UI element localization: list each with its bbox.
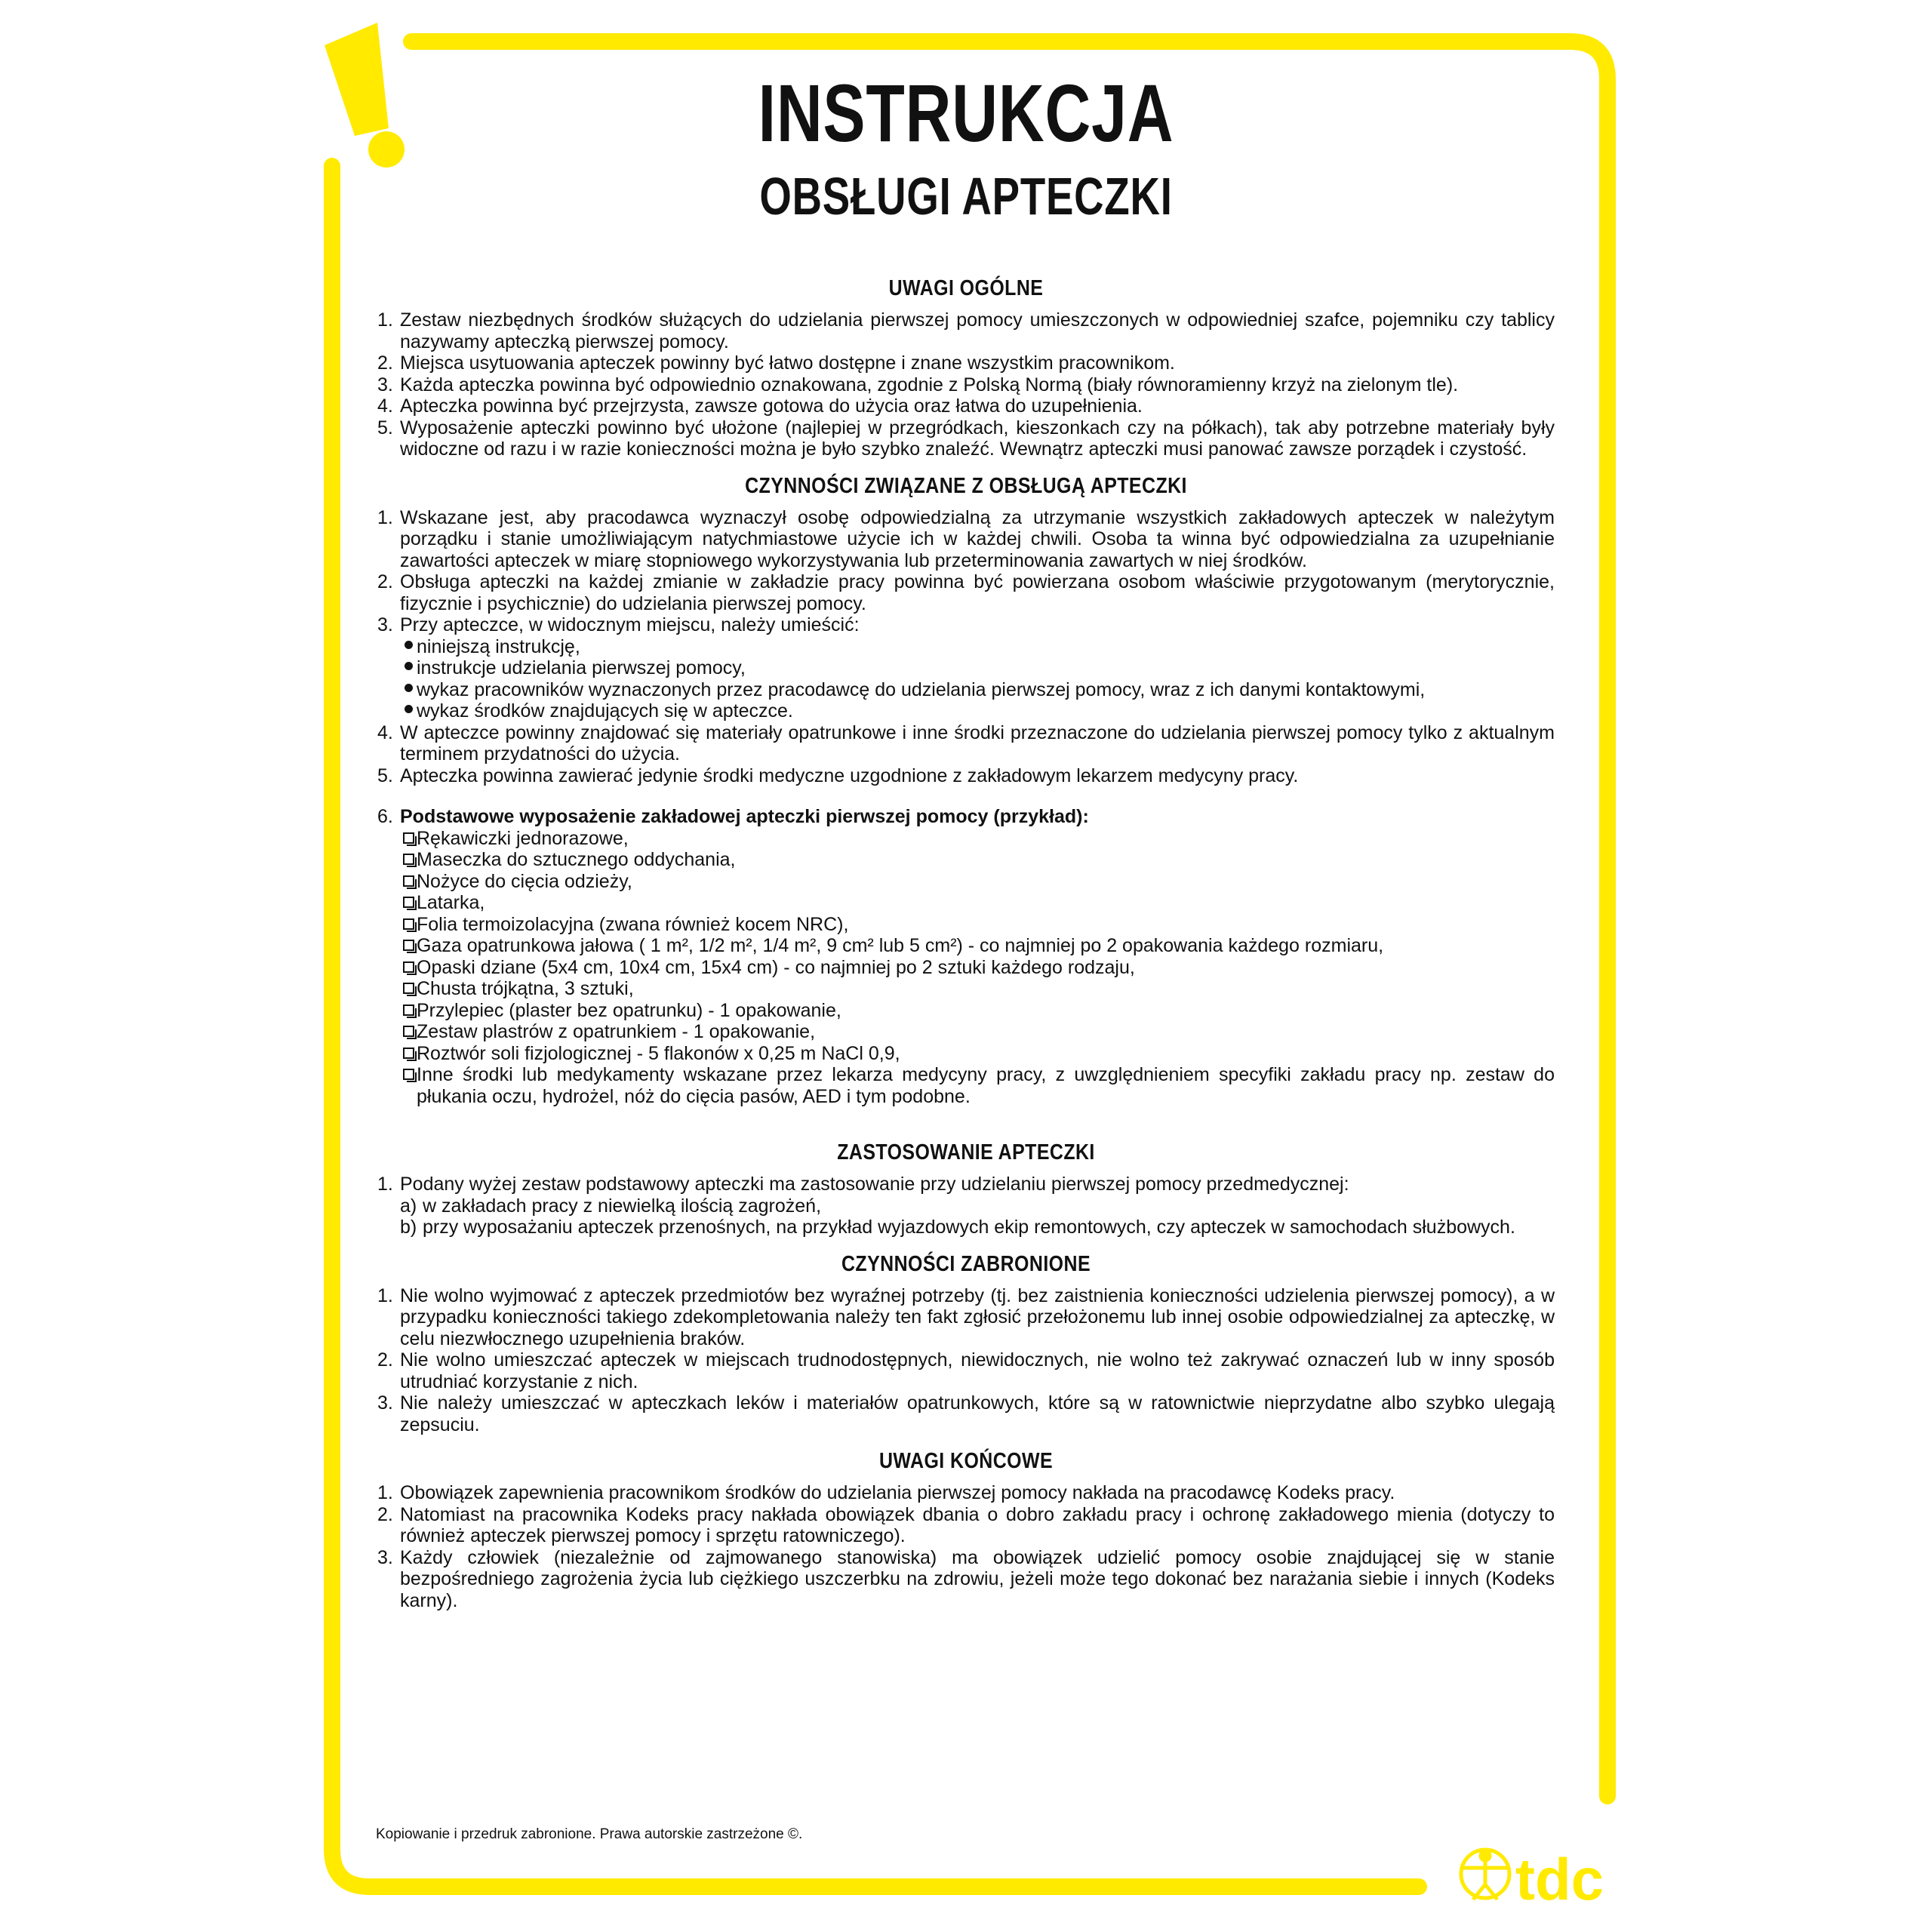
page-title: INSTRUKCJA (758, 67, 1174, 158)
checklist-item: Nożyce do cięcia odzieży, (400, 871, 1555, 893)
checklist-item: Przylepiec (plaster bez opatrunku) - 1 opakowanie, (400, 1000, 1555, 1022)
equipment-list-title: Podstawowe wyposażenie zakładowej apteczki pierwszej pomocy (przykład): (400, 806, 1089, 827)
checkbox-icon (403, 1048, 414, 1059)
final-list (377, 1482, 1555, 1611)
list-item: 2. Natomiast na pracownika Kodeks pracy nakłada obowiązek dbania o dobro zakładu pracy i ochronę zakładowego mienia (dotyczy to również apteczek pierwszej pomocy i sprzętu ratowniczego). (377, 1503, 1555, 1546)
list-item: 2. Miejsca usytuowania apteczek powinny być łatwo dostępne i znane wszystkim pracownikom. (377, 352, 1175, 374)
section-heading-final: UWAGI KOŃCOWE (878, 1449, 1054, 1473)
list-item: 3. Nie należy umieszczać w apteczkach leków i materiałów opatrunkowych, które są w ratownictwie nieprzydatne albo szybko ulegają zepsuciu. (377, 1392, 1555, 1435)
page-subtitle: OBSŁUGI APTECZKI (759, 167, 1173, 226)
tdc-logo (1457, 1838, 1607, 1907)
sub-item: b) przy wyposażaniu apteczek przenośnych, na przykład wyjazdowych ekip remontowych, czy apteczek w samochodach służbowych. (400, 1217, 1515, 1238)
checklist-item: Inne środki lub medykamenty wskazane przez lekarza medycyny pracy, z uwzględnieniem specyfiki zakładu pracy np. zestaw do płukania oczu, hydrożel, nóż do cięcia pasów, AED i tym podobne. (400, 1064, 1555, 1107)
bullet-item: niniejszą instrukcję, (400, 636, 1555, 658)
section-heading-usage: ZASTOSOWANIE APTECZKI (837, 1140, 1095, 1164)
list-item: 1. Podany wyżej zestaw podstawowy apteczki ma zastosowanie przy udzielaniu pierwszej pomocy przedmedycznej: (377, 1174, 1349, 1195)
list-item: 3. Przy apteczce, w widocznym miejscu, należy umieścić: (377, 614, 860, 635)
operations-list (377, 507, 1555, 1108)
list-item: 1. Zestaw niezbędnych środków służących do udzielania pierwszej pomocy umieszczonych w odpowiedniej szafce, pojemniku czy tablicy nazywamy apteczką pierwszej pomocy. (377, 309, 1555, 352)
bullet-icon (405, 705, 413, 713)
bullet-icon (405, 641, 413, 649)
list-item: 1. Nie wolno wyjmować z apteczek przedmiotów bez wyraźnej potrzeby (tj. bez zaistnienia konieczności udzielenia pierwszej pomocy), a w przypadku konieczności takiego zdekompletowania należy ten fakt zgłosić przełożonemu lub innej osobie odpowiedzialnej za apteczkę, w celu niezwłocznego uzupełnienia braków. (377, 1284, 1555, 1349)
tdc-brand-text: tdc (1515, 1846, 1604, 1907)
bullet-item: instrukcje udzielania pierwszej pomocy, (400, 657, 1555, 679)
copyright-notice: Kopiowanie i przedruk zabronione. Prawa autorskie zastrzeżone ©. (376, 1826, 803, 1842)
checkbox-icon (403, 983, 414, 994)
bullet-item: wykaz pracowników wyznaczonych przez pracodawcę do udzielania pierwszej pomocy, wraz z ich danymi kontaktowymi, (400, 679, 1555, 701)
vitruvian-man-icon (1461, 1850, 1509, 1900)
list-item: 2. Obsługa apteczki na każdej zmianie w zakładzie pracy powinna być powierzana osobom właściwie przygotowanym (merytorycznie, fizycznie i psychicznie) do udzielania pierwszej pomocy. (377, 571, 1555, 614)
checklist-item: Rękawiczki jednorazowe, (400, 828, 1555, 850)
bullet-icon (405, 684, 413, 692)
list-item: 6. Podstawowe wyposażenie zakładowej apteczki pierwszej pomocy (przykład): (377, 806, 1555, 828)
checkbox-icon (403, 1069, 414, 1080)
list-item: 3. Każda apteczka powinna być odpowiednio oznakowana, zgodnie z Polską Normą (biały równoramienny krzyż na zielonym tle). (377, 374, 1459, 395)
bullet-icon (405, 662, 413, 670)
list-item: 3. Każdy człowiek (niezależnie od zajmowanego stanowiska) ma obowiązek udzielić pomocy osobie znajdującej się w stanie bezpośredniego zagrożenia życia lub ciężkiego uszczerbku na zdrowiu, jeżeli może tego dokonać bez narażania siebie i innych (Kodeks karny). (377, 1546, 1555, 1611)
checkbox-icon (403, 961, 414, 973)
checklist-item: Maseczka do sztucznego oddychania, (400, 849, 1555, 871)
list-item: 4. W apteczce powinny znajdować się materiały opatrunkowe i inne środki przeznaczone do udzielania pierwszej pomocy tylko z aktualnym terminem przydatności do użycia. (377, 721, 1555, 764)
checklist-item: Folia termoizolacyjna (zwana również kocem NRC), (400, 914, 1555, 936)
checklist-item: Opaski dziane (5x4 cm, 10x4 cm, 15x4 cm) - co najmniej po 2 sztuki każdego rodzaju, (400, 957, 1555, 979)
list-item: 2. Nie wolno umieszczać apteczek w miejscach trudnodostępnych, niewidocznych, nie wolno też zakrywać oznaczeń lub w inny sposób utrudniać korzystanie z nich. (377, 1349, 1555, 1392)
list-item: 5. Wyposażenie apteczki powinno być ułożone (najlepiej w przegródkach, kieszonkach czy na półkach), tak aby potrzebne materiały były widoczne od razu i w razie konieczności można je było szybko znaleźć. Wewnątrz apteczki musi panować zawsze porządek i czystość. (377, 417, 1555, 460)
checkbox-icon (403, 854, 414, 865)
checklist-item: Latarka, (400, 892, 1555, 914)
checkbox-icon (403, 1026, 414, 1037)
checklist-item: Roztwór soli fizjologicznej - 5 flakonów x 0,25 m NaCl 0,9, (400, 1043, 1555, 1065)
section-heading-forbidden: CZYNNOŚCI ZABRONIONE (841, 1251, 1091, 1276)
checkbox-icon (403, 897, 414, 908)
checkbox-icon (403, 832, 414, 844)
section-heading-general: UWAGI OGÓLNE (888, 276, 1044, 300)
checkbox-icon (403, 875, 414, 887)
list-item: 1. Wskazane jest, aby pracodawca wyznaczył osobę odpowiedzialną za utrzymanie wszystkich zakładowych apteczek w należytym porządku i stanie umożliwiającym natychmiastowe użycie ich w każdej chwili. Osoba ta winna być odpowiedzialna za uzupełnianie zawartości apteczek w miarę stopniowego wykorzystywania lub przeterminowania zawartych w niej środków. (377, 506, 1555, 571)
list-item: 1. Obowiązek zapewnienia pracownikom środków do udzielania pierwszej pomocy nakłada na pracodawcę Kodeks pracy. (377, 1482, 1395, 1503)
forbidden-list (377, 1285, 1555, 1436)
sub-item: a) w zakładach pracy z niewielką ilością zagrożeń, (400, 1195, 822, 1217)
bullet-item: wykaz środków znajdujących się w apteczce. (400, 700, 1555, 722)
checklist-item: Chusta trójkątna, 3 sztuki, (400, 978, 1555, 1000)
checkbox-icon (403, 918, 414, 930)
checklist-item: Gaza opatrunkowa jałowa ( 1 m², 1/2 m², 1/4 m², 9 cm² lub 5 cm²) - co najmniej po 2 opakowania każdego rozmiaru, (400, 935, 1555, 957)
checklist-item: Zestaw plastrów z opatrunkiem - 1 opakowanie, (400, 1021, 1555, 1043)
list-item: 5. Apteczka powinna zawierać jedynie środki medyczne uzgodnione z zakładowym lekarzem medycyny pracy. (377, 764, 1299, 786)
checkbox-icon (403, 940, 414, 951)
usage-list (377, 1174, 1555, 1238)
checkbox-icon (403, 1004, 414, 1016)
list-item: 4. Apteczka powinna być przejrzysta, zawsze gotowa do użycia oraz łatwa do uzupełnienia. (377, 395, 1143, 417)
section-heading-operations: CZYNNOŚCI ZWIĄZANE Z OBSŁUGĄ APTECZKI (745, 473, 1187, 498)
general-list (377, 309, 1555, 460)
